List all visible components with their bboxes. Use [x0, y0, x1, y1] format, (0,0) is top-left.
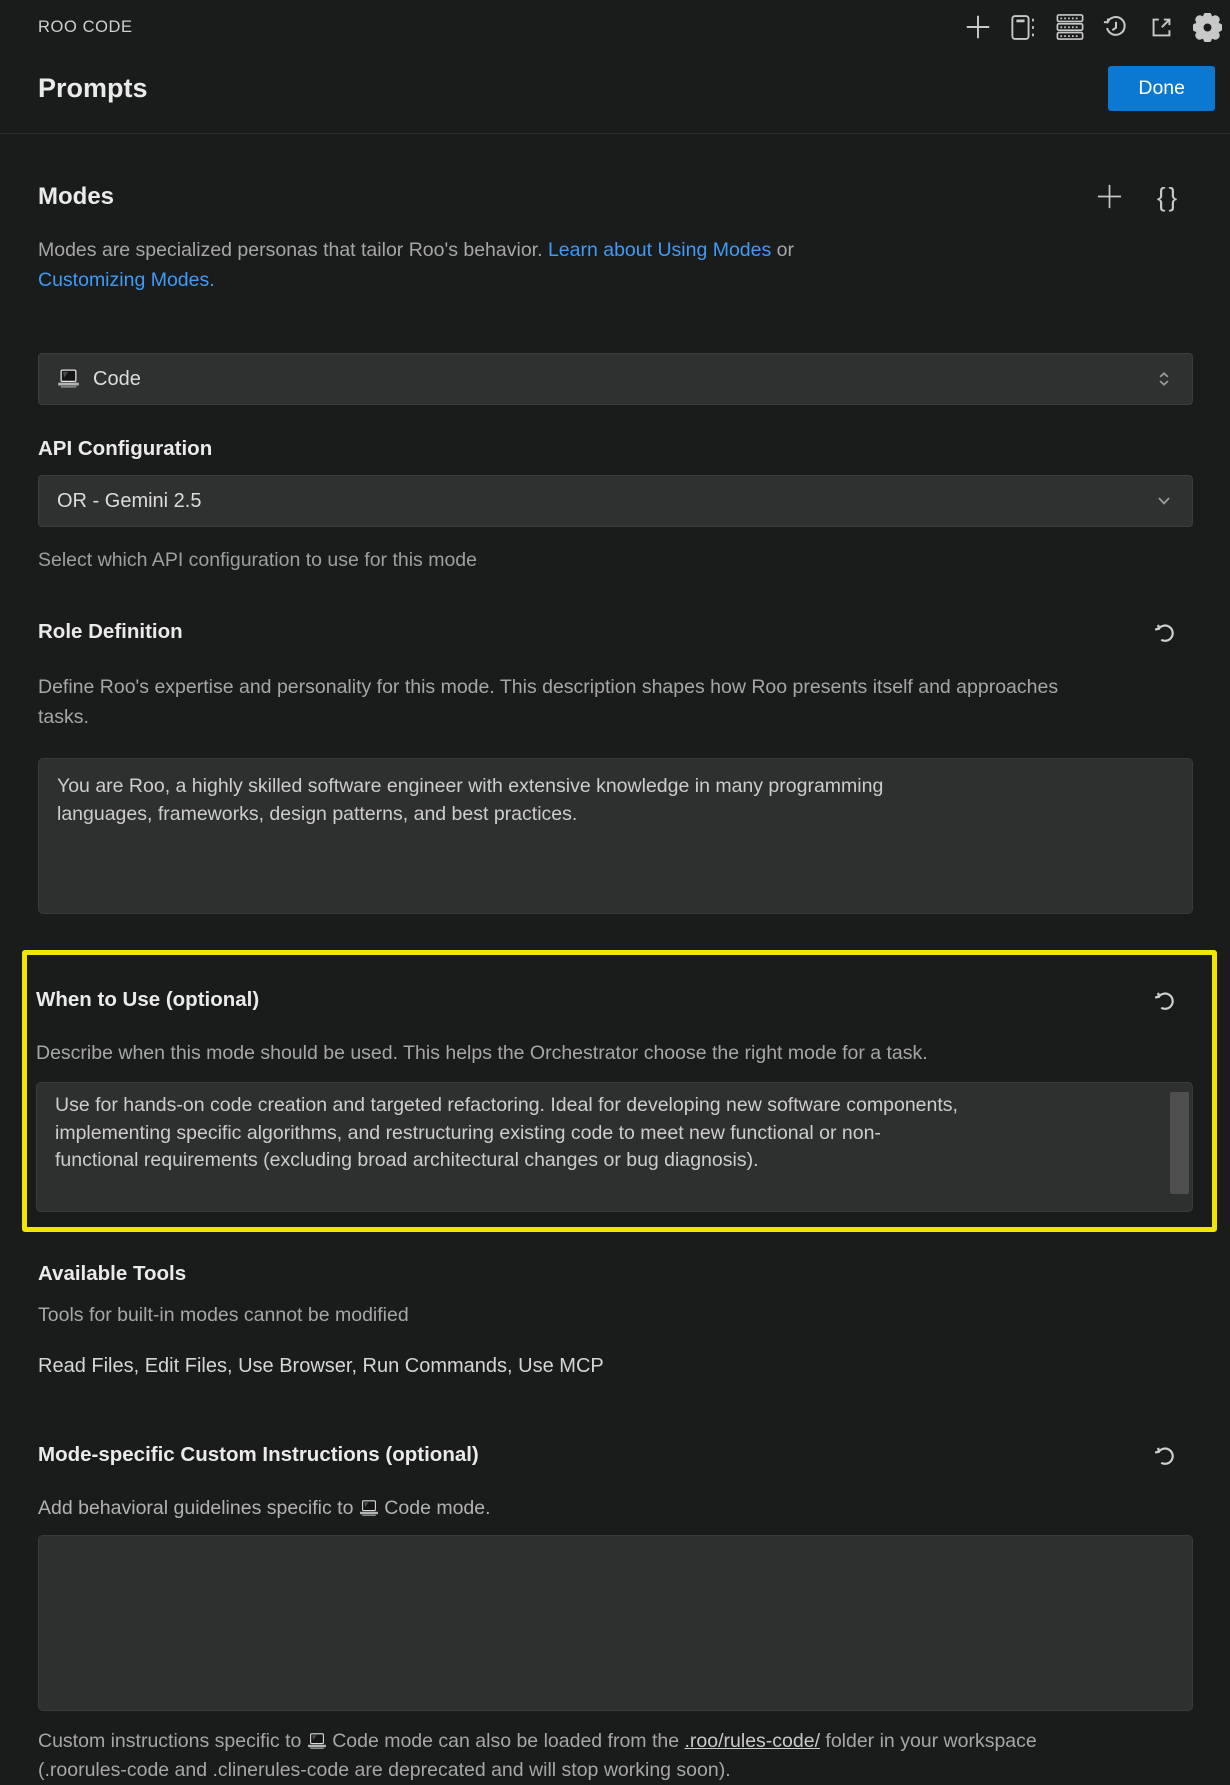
customizing-modes-link[interactable]: Customizing Modes.: [38, 269, 215, 291]
new-task-button[interactable]: [961, 11, 994, 44]
done-button[interactable]: Done: [1108, 66, 1215, 111]
available-tools-title: Available Tools: [38, 1262, 187, 1285]
mode-select-value: Code: [93, 367, 141, 390]
when-to-use-title: When to Use (optional): [36, 987, 260, 1011]
modes-description-text: Modes are specialized personas that tailor Roo's behavior.: [38, 239, 548, 261]
modes-section: [38, 180, 1193, 405]
when-to-use-highlight: [22, 950, 1217, 1232]
mode-select[interactable]: [38, 353, 1193, 405]
mcp-servers-button[interactable]: [1053, 11, 1086, 44]
custom-instructions-description: [38, 1493, 1193, 1523]
rules-folder-link[interactable]: .roo/rules-code/: [684, 1730, 820, 1752]
app-title: ROO CODE: [38, 17, 133, 36]
laptop-icon: [359, 1500, 379, 1517]
api-configuration-label: API Configuration: [38, 437, 213, 460]
prompts-button[interactable]: [1007, 11, 1040, 44]
api-configuration-helper: Select which API configuration to use for this mode: [38, 549, 477, 571]
header-divider: [0, 133, 1230, 134]
role-definition-value: You are Roo, a highly skilled software engineer with extensive knowledge in many programming languages, frameworks, design patterns, and best practices.: [57, 775, 884, 825]
revert-icon: [1152, 987, 1178, 1013]
settings-gear-icon: [1193, 13, 1222, 42]
mcp-servers-icon: [1056, 13, 1084, 41]
open-in-editor-button[interactable]: [1145, 11, 1178, 44]
available-tools-list: Read Files, Edit Files, Use Browser, Run Commands, Use MCP: [38, 1355, 604, 1377]
plus-icon: [964, 13, 992, 41]
history-button[interactable]: [1099, 11, 1132, 44]
footer-suffix: folder in your workspace (.roorules-code and .clinerules-code are deprecated and will stop working soon).: [38, 1730, 1037, 1781]
edit-modes-json-button[interactable]: [1152, 180, 1185, 213]
when-to-use-textarea[interactable]: [36, 1082, 1193, 1212]
available-tools-section: [38, 1262, 1193, 1378]
footer-prefix: Custom instructions specific to: [38, 1730, 307, 1752]
history-icon: [1102, 13, 1130, 41]
available-tools-helper: Tools for built-in modes cannot be modified: [38, 1304, 409, 1326]
custom-instructions-revert-button[interactable]: [1148, 1438, 1181, 1471]
revert-icon: [1152, 1442, 1178, 1468]
page-title: Prompts: [38, 73, 148, 103]
prompts-content: [0, 180, 1230, 1785]
titlebar: [0, 0, 1230, 48]
page-header: [0, 48, 1230, 133]
custom-instructions-footer: [38, 1727, 1123, 1785]
braces-icon: {}: [1156, 181, 1181, 212]
plus-icon: [1095, 182, 1124, 211]
custom-instructions-title: Mode-specific Custom Instructions (optional): [38, 1442, 479, 1466]
api-configuration-select[interactable]: [38, 475, 1193, 527]
modes-description-or: or: [771, 239, 795, 261]
add-mode-button[interactable]: [1093, 180, 1126, 213]
custom-instructions-description-prefix: Add behavioral guidelines specific to: [38, 1497, 359, 1519]
modes-actions: [1093, 180, 1185, 213]
custom-instructions-section: [38, 1438, 1193, 1785]
when-to-use-description: Describe when this mode should be used. This helps the Orchestrator choose the right mode for a task.: [36, 1042, 928, 1064]
laptop-icon: [57, 369, 80, 389]
role-definition-revert-button[interactable]: [1148, 615, 1181, 648]
revert-icon: [1152, 619, 1178, 645]
laptop-icon: [307, 1733, 327, 1750]
when-to-use-section: [36, 983, 1193, 1212]
textarea-scrollbar-thumb[interactable]: [1170, 1092, 1189, 1194]
role-definition-title: Role Definition: [38, 619, 183, 643]
settings-button[interactable]: [1191, 11, 1224, 44]
chevron-updown-icon: [1152, 367, 1176, 391]
when-to-use-value: Use for hands-on code creation and targeted refactoring. Ideal for developing new software components, implementing specific algorithms, and restructuring existing code to meet new functional or non-functional requirements (excluding broad architectural changes or bug diagnosis).: [55, 1094, 958, 1171]
chevron-down-icon: [1152, 489, 1176, 513]
prompts-notebook-icon: [1010, 14, 1037, 41]
footer-mid: Code mode can also be loaded from the: [332, 1730, 685, 1752]
api-configuration-section: [38, 437, 1193, 575]
api-configuration-value: OR - Gemini 2.5: [57, 489, 202, 512]
titlebar-actions: [961, 11, 1224, 44]
role-definition-textarea[interactable]: [38, 758, 1193, 914]
role-definition-section: [38, 615, 1193, 914]
modes-description: [38, 235, 1193, 295]
modes-title: Modes: [38, 182, 115, 210]
role-definition-description: Define Roo's expertise and personality for this mode. This description shapes how Roo presents itself and approaches tasks.: [38, 676, 1059, 728]
when-to-use-revert-button[interactable]: [1148, 983, 1181, 1016]
custom-instructions-textarea[interactable]: [38, 1535, 1193, 1711]
open-external-icon: [1148, 14, 1175, 41]
learn-about-modes-link[interactable]: Learn about Using Modes: [547, 239, 772, 261]
custom-instructions-description-suffix: Code mode.: [384, 1497, 491, 1519]
